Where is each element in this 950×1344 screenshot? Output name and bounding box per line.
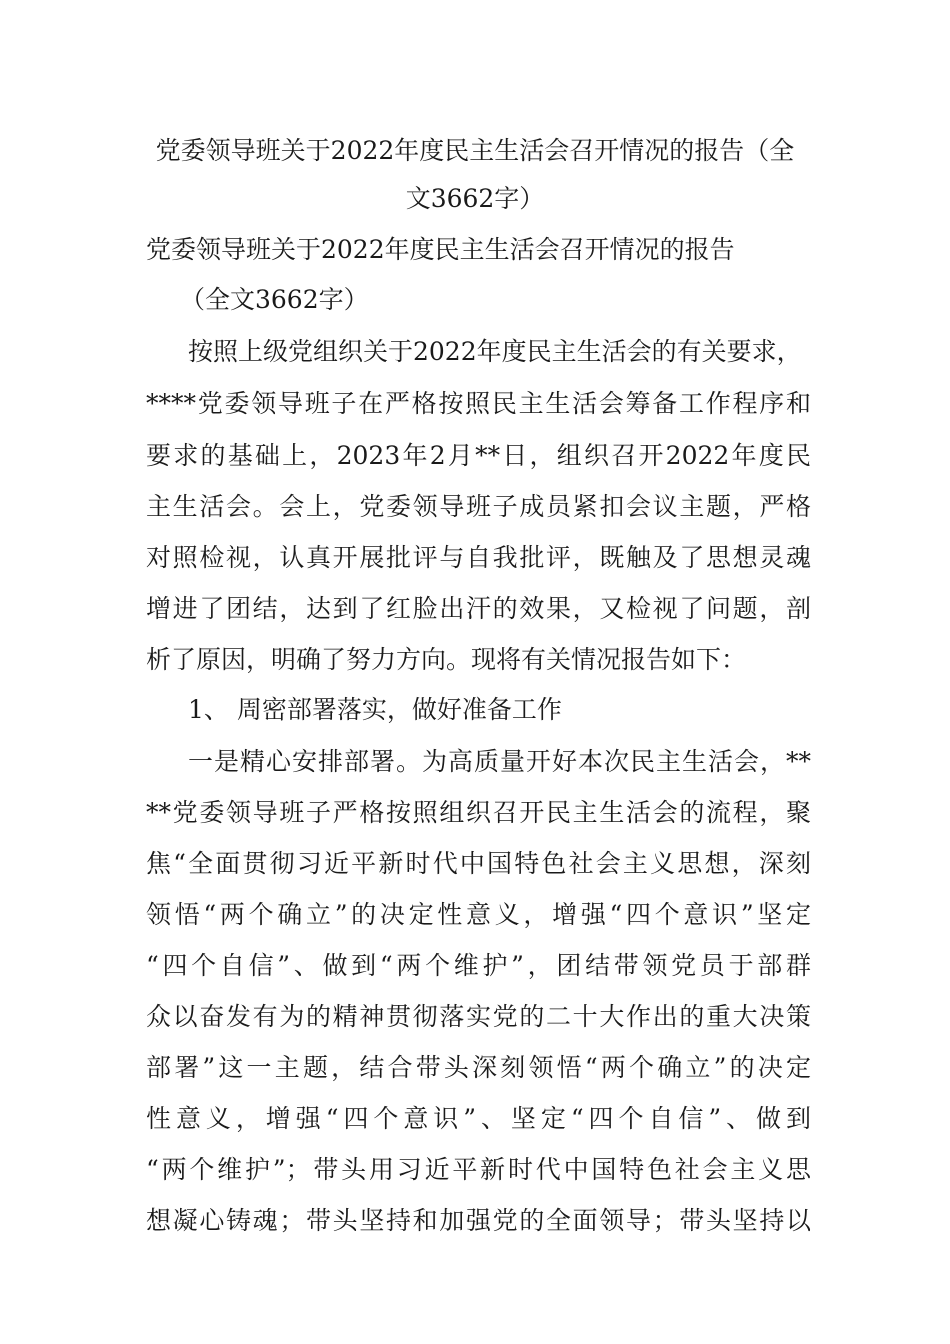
section-heading: 1、 周密部署落实，做好准备工作 (188, 695, 562, 724)
title-line-2: 文3662字） (405, 184, 545, 213)
document-title (130, 127, 820, 223)
paragraph-line: 要求的基础上，2023年2月**日，组织召开2022年度民 (146, 441, 811, 470)
paragraph-line: 主生活会。会上，党委领导班子成员紧扣会议主题，严格 (146, 492, 811, 521)
paragraph-line: 领悟“两个确立”的决定性意义，增强“四个意识”坚定 (146, 900, 811, 929)
paragraph-line: “两个维护”；带头用习近平新时代中国特色社会主义思 (146, 1155, 811, 1184)
paragraph-line: 一是精心安排部署。为高质量开好本次民主生活会，** (188, 747, 811, 776)
paragraph-line: “四个自信”、做到“两个维护”，团结带领党员于部群 (146, 951, 811, 980)
subtitle-line-1: 党委领导班关于2022年度民主生活会召开情况的报告 (146, 235, 735, 264)
title-line-1: 党委领导班关于2022年度民主生活会召开情况的报告（全 (155, 136, 795, 165)
paragraph-line: 部署”这一主题，结合带头深刻领悟“两个确立”的决定 (146, 1053, 811, 1082)
paragraph-line: 性意义，增强“四个意识”、坚定“四个自信”、做到 (146, 1104, 811, 1133)
paragraph-line: 按照上级党组织关于2022年度民主生活会的有关要求， (188, 337, 802, 366)
paragraph-line: 增进了团结，达到了红脸出汗的效果，又检视了问题，剖 (146, 594, 811, 623)
paragraph-line: 众以奋发有为的精神贯彻落实党的二十大作出的重大决策 (146, 1002, 811, 1031)
subtitle-line-2: （全文3662字） (180, 285, 369, 314)
paragraph-line: 对照检视，认真开展批评与自我批评，既触及了思想灵魂 (146, 543, 811, 572)
paragraph-line: 想凝心铸魂；带头坚持和加强党的全面领导；带头坚持以 (146, 1206, 811, 1235)
paragraph-line: **党委领导班子严格按照组织召开民主生活会的流程，聚 (146, 798, 811, 827)
paragraph-line: 焦“全面贯彻习近平新时代中国特色社会主义思想，深刻 (146, 849, 811, 878)
paragraph-line: ****党委领导班子在严格按照民主生活会筹备工作程序和 (146, 389, 811, 418)
paragraph-line: 析了原因，明确了努力方向。现将有关情况报告如下： (146, 645, 747, 674)
